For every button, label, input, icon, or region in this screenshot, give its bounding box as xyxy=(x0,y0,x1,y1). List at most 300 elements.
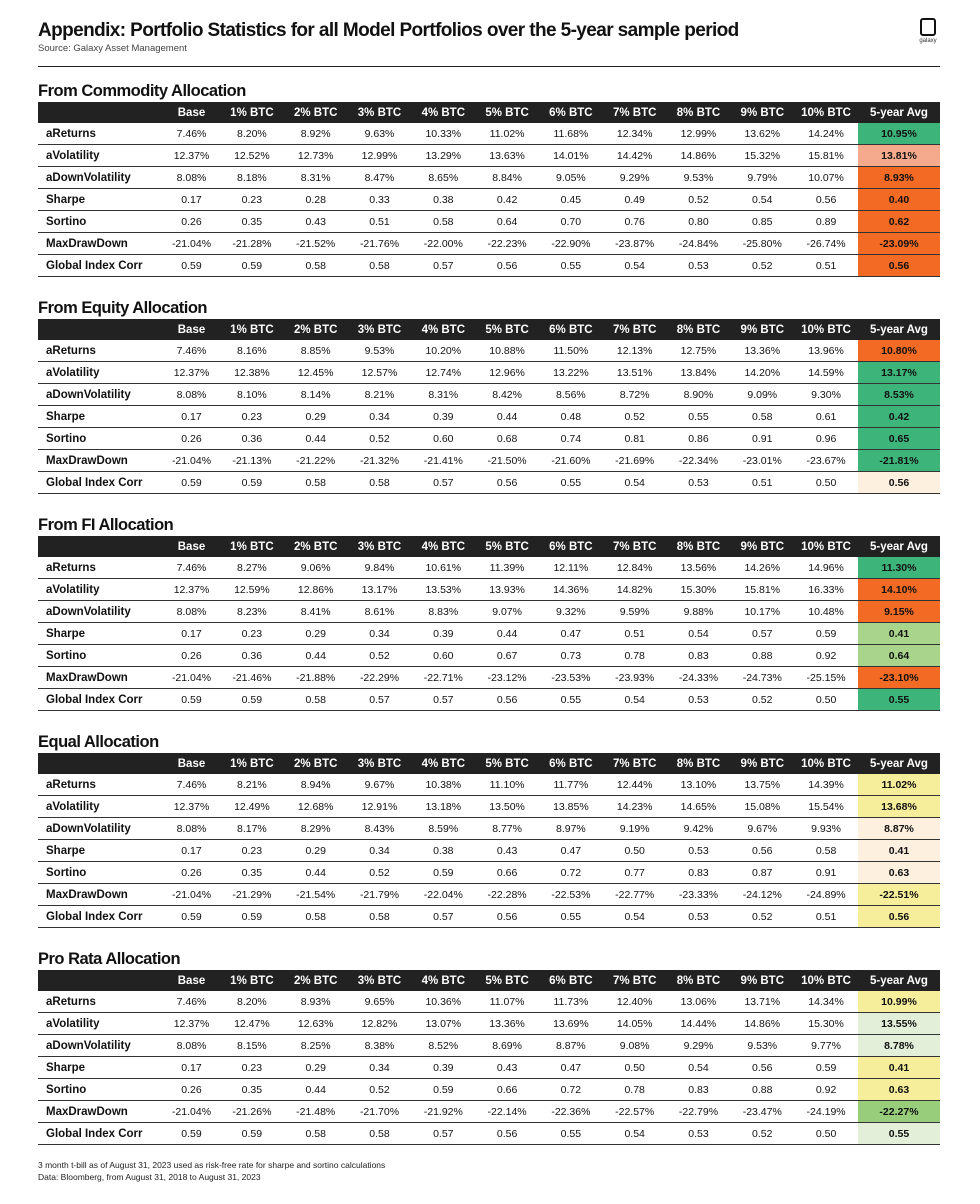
column-header: 10% BTC xyxy=(794,970,858,991)
column-header: 5% BTC xyxy=(475,536,539,557)
table-cell: 0.67 xyxy=(475,645,539,667)
table-cell: 12.49% xyxy=(220,796,284,818)
table-cell: -22.29% xyxy=(348,667,412,689)
table-cell: 0.66 xyxy=(475,862,539,884)
table-cell: -21.69% xyxy=(603,450,667,472)
column-header: 8% BTC xyxy=(667,319,731,340)
table-cell: 8.84% xyxy=(475,167,539,189)
table-cell: 0.59 xyxy=(411,862,475,884)
table-cell: 8.52% xyxy=(411,1035,475,1057)
table-row xyxy=(38,991,940,1013)
table-cell: -21.60% xyxy=(539,450,603,472)
column-header: 3% BTC xyxy=(348,970,412,991)
table-row xyxy=(38,1101,940,1123)
table-cell: 10.61% xyxy=(411,557,475,579)
table-cell: 0.83 xyxy=(667,862,731,884)
table-cell: 0.47 xyxy=(539,623,603,645)
row-label: Sortino xyxy=(38,1079,163,1101)
table-cell: 8.08% xyxy=(163,1035,220,1057)
table-row xyxy=(38,862,940,884)
table-row xyxy=(38,818,940,840)
avg-cell: 10.95% xyxy=(858,123,940,145)
table-row xyxy=(38,472,940,494)
table-cell: 0.45 xyxy=(539,189,603,211)
table-cell: 7.46% xyxy=(163,123,220,145)
avg-cell: 0.56 xyxy=(858,906,940,928)
table-cell: 0.44 xyxy=(284,645,348,667)
row-label: aReturns xyxy=(38,774,163,796)
table-cell: 0.64 xyxy=(475,211,539,233)
column-header: 8% BTC xyxy=(667,102,731,123)
column-header: 2% BTC xyxy=(284,753,348,774)
table-cell: 0.34 xyxy=(348,1057,412,1079)
footnote-data-source: Data: Bloomberg, from August 31, 2018 to August 31, 2023 xyxy=(38,1172,261,1182)
table-row xyxy=(38,255,940,277)
column-header xyxy=(38,753,163,774)
table-cell: 0.56 xyxy=(730,840,794,862)
table-cell: -23.53% xyxy=(539,667,603,689)
row-label: Sharpe xyxy=(38,623,163,645)
table-cell: 0.50 xyxy=(794,689,858,711)
column-header: 2% BTC xyxy=(284,319,348,340)
table-cell: 0.76 xyxy=(603,211,667,233)
avg-cell: 8.87% xyxy=(858,818,940,840)
table-cell: 0.34 xyxy=(348,406,412,428)
row-label: aDownVolatility xyxy=(38,601,163,623)
table-cell: 14.23% xyxy=(603,796,667,818)
table-cell: 11.39% xyxy=(475,557,539,579)
table-cell: 12.63% xyxy=(284,1013,348,1035)
table-cell: -24.89% xyxy=(794,884,858,906)
table-cell: -21.04% xyxy=(163,233,220,255)
table-cell: 14.86% xyxy=(730,1013,794,1035)
column-header: 7% BTC xyxy=(603,970,667,991)
table-cell: 0.55 xyxy=(539,689,603,711)
table-cell: 12.73% xyxy=(284,145,348,167)
table-cell: 9.53% xyxy=(667,167,731,189)
table-row xyxy=(38,384,940,406)
table-cell: 0.52 xyxy=(730,1123,794,1145)
table-cell: 0.23 xyxy=(220,623,284,645)
row-label: Sharpe xyxy=(38,1057,163,1079)
table-cell: 12.57% xyxy=(348,362,412,384)
table-cell: 0.58 xyxy=(284,906,348,928)
table-row xyxy=(38,167,940,189)
avg-cell: 9.15% xyxy=(858,601,940,623)
avg-cell: 13.55% xyxy=(858,1013,940,1035)
table-cell: 9.59% xyxy=(603,601,667,623)
table-cell: 8.92% xyxy=(284,123,348,145)
table-cell: 0.73 xyxy=(539,645,603,667)
table-cell: 9.53% xyxy=(730,1035,794,1057)
table-cell: 13.10% xyxy=(667,774,731,796)
stats-table xyxy=(38,970,940,1145)
column-header: 1% BTC xyxy=(220,753,284,774)
row-label: Sortino xyxy=(38,211,163,233)
table-cell: 0.66 xyxy=(475,1079,539,1101)
table-cell: 7.46% xyxy=(163,991,220,1013)
table-row xyxy=(38,1013,940,1035)
row-label: Sortino xyxy=(38,862,163,884)
table-cell: 14.39% xyxy=(794,774,858,796)
table-cell: 0.33 xyxy=(348,189,412,211)
column-header: 7% BTC xyxy=(603,753,667,774)
column-header: 5-year Avg xyxy=(858,753,940,774)
table-cell: 0.43 xyxy=(475,840,539,862)
table-cell: 0.70 xyxy=(539,211,603,233)
column-header: 5% BTC xyxy=(475,102,539,123)
table-cell: 8.38% xyxy=(348,1035,412,1057)
table-cell: 0.72 xyxy=(539,862,603,884)
table-cell: 0.58 xyxy=(284,472,348,494)
table-cell: -22.23% xyxy=(475,233,539,255)
table-cell: 0.59 xyxy=(163,906,220,928)
table-cell: 0.29 xyxy=(284,840,348,862)
table-cell: 0.54 xyxy=(603,255,667,277)
column-header: 9% BTC xyxy=(730,536,794,557)
table-cell: 14.34% xyxy=(794,991,858,1013)
column-header: 8% BTC xyxy=(667,536,731,557)
table-cell: 8.08% xyxy=(163,601,220,623)
table-cell: 0.56 xyxy=(475,689,539,711)
table-cell: 14.26% xyxy=(730,557,794,579)
column-header: 5% BTC xyxy=(475,319,539,340)
table-cell: 0.26 xyxy=(163,645,220,667)
table-cell: 0.59 xyxy=(794,1057,858,1079)
avg-cell: 0.40 xyxy=(858,189,940,211)
table-row xyxy=(38,428,940,450)
table-cell: 0.34 xyxy=(348,623,412,645)
table-cell: 0.57 xyxy=(411,472,475,494)
row-label: Sortino xyxy=(38,645,163,667)
table-cell: 0.59 xyxy=(220,472,284,494)
table-row xyxy=(38,340,940,362)
table-cell: 10.48% xyxy=(794,601,858,623)
row-label: Sharpe xyxy=(38,406,163,428)
section-from-commodity-allocation xyxy=(38,80,940,277)
table-cell: 0.91 xyxy=(794,862,858,884)
table-cell: 0.92 xyxy=(794,1079,858,1101)
table-cell: 13.36% xyxy=(475,1013,539,1035)
table-cell: -21.54% xyxy=(284,884,348,906)
row-label: aVolatility xyxy=(38,796,163,818)
footnotes xyxy=(38,1159,385,1183)
table-cell: -23.67% xyxy=(794,450,858,472)
table-cell: 12.91% xyxy=(348,796,412,818)
column-header: 4% BTC xyxy=(411,319,475,340)
table-row xyxy=(38,189,940,211)
avg-cell: 13.17% xyxy=(858,362,940,384)
table-cell: 8.93% xyxy=(284,991,348,1013)
table-cell: 0.54 xyxy=(730,189,794,211)
table-cell: 0.50 xyxy=(603,840,667,862)
table-row xyxy=(38,884,940,906)
column-header xyxy=(38,970,163,991)
table-cell: 0.56 xyxy=(475,1123,539,1145)
column-header: Base xyxy=(163,970,220,991)
table-cell: 14.82% xyxy=(603,579,667,601)
row-label: aVolatility xyxy=(38,145,163,167)
table-cell: 9.63% xyxy=(348,123,412,145)
avg-cell: 8.53% xyxy=(858,384,940,406)
avg-cell: -23.09% xyxy=(858,233,940,255)
table-cell: 0.53 xyxy=(667,906,731,928)
table-cell: 10.36% xyxy=(411,991,475,1013)
table-cell: 0.52 xyxy=(348,862,412,884)
stats-table xyxy=(38,319,940,494)
table-cell: 8.97% xyxy=(539,818,603,840)
table-cell: 9.93% xyxy=(794,818,858,840)
row-label: Sharpe xyxy=(38,189,163,211)
row-label: Global Index Corr xyxy=(38,906,163,928)
table-cell: -23.01% xyxy=(730,450,794,472)
table-cell: 0.28 xyxy=(284,189,348,211)
column-header xyxy=(38,536,163,557)
table-cell: 0.26 xyxy=(163,428,220,450)
table-cell: 10.07% xyxy=(794,167,858,189)
row-label: aReturns xyxy=(38,123,163,145)
table-cell: 0.26 xyxy=(163,862,220,884)
table-cell: -22.00% xyxy=(411,233,475,255)
column-header: Base xyxy=(163,319,220,340)
avg-cell: -23.10% xyxy=(858,667,940,689)
row-label: aDownVolatility xyxy=(38,818,163,840)
table-cell: 8.90% xyxy=(667,384,731,406)
table-cell: 0.80 xyxy=(667,211,731,233)
table-cell: 0.72 xyxy=(539,1079,603,1101)
table-cell: 8.56% xyxy=(539,384,603,406)
table-cell: 8.61% xyxy=(348,601,412,623)
table-cell: 8.23% xyxy=(220,601,284,623)
table-cell: 12.37% xyxy=(163,1013,220,1035)
table-cell: 0.52 xyxy=(603,406,667,428)
table-cell: 0.23 xyxy=(220,406,284,428)
table-cell: 0.23 xyxy=(220,189,284,211)
table-cell: 0.52 xyxy=(730,255,794,277)
row-label: Global Index Corr xyxy=(38,255,163,277)
section-from-equity-allocation xyxy=(38,297,940,494)
table-cell: 9.08% xyxy=(603,1035,667,1057)
galaxy-logo xyxy=(915,18,941,44)
table-cell: 0.57 xyxy=(411,255,475,277)
column-header: 5-year Avg xyxy=(858,536,940,557)
avg-cell: 10.80% xyxy=(858,340,940,362)
row-label: aReturns xyxy=(38,340,163,362)
table-cell: 0.53 xyxy=(667,472,731,494)
column-header: 8% BTC xyxy=(667,970,731,991)
table-cell: -21.46% xyxy=(220,667,284,689)
table-cell: 12.37% xyxy=(163,579,220,601)
table-cell: 0.88 xyxy=(730,1079,794,1101)
table-row xyxy=(38,145,940,167)
table-cell: 13.96% xyxy=(794,340,858,362)
page-title: Appendix: Portfolio Statistics for all Model Portfolios over the 5-year sample period xyxy=(38,20,739,41)
table-header-row xyxy=(38,753,940,774)
column-header: 8% BTC xyxy=(667,753,731,774)
column-header: 10% BTC xyxy=(794,753,858,774)
table-cell: 9.88% xyxy=(667,601,731,623)
table-row xyxy=(38,623,940,645)
row-label: MaxDrawDown xyxy=(38,667,163,689)
table-row xyxy=(38,123,940,145)
table-cell: 0.87 xyxy=(730,862,794,884)
table-cell: 13.93% xyxy=(475,579,539,601)
column-header: Base xyxy=(163,102,220,123)
table-cell: 8.31% xyxy=(284,167,348,189)
table-cell: 8.21% xyxy=(348,384,412,406)
table-cell: 9.67% xyxy=(348,774,412,796)
table-cell: 0.54 xyxy=(603,1123,667,1145)
table-cell: 14.44% xyxy=(667,1013,731,1035)
column-header: 3% BTC xyxy=(348,753,412,774)
section-title: Equal Allocation xyxy=(38,733,159,751)
table-cell: -24.33% xyxy=(667,667,731,689)
table-cell: 0.58 xyxy=(411,211,475,233)
table-cell: 15.81% xyxy=(794,145,858,167)
table-cell: 9.29% xyxy=(667,1035,731,1057)
table-cell: 0.92 xyxy=(794,645,858,667)
table-cell: 13.62% xyxy=(730,123,794,145)
table-cell: 13.17% xyxy=(348,579,412,601)
table-cell: -21.52% xyxy=(284,233,348,255)
table-cell: 14.36% xyxy=(539,579,603,601)
table-cell: 0.54 xyxy=(603,906,667,928)
avg-cell: 0.55 xyxy=(858,689,940,711)
row-label: aReturns xyxy=(38,991,163,1013)
avg-cell: 0.41 xyxy=(858,840,940,862)
table-cell: 0.43 xyxy=(475,1057,539,1079)
table-cell: 0.58 xyxy=(348,906,412,928)
table-cell: 13.22% xyxy=(539,362,603,384)
avg-cell: 0.41 xyxy=(858,623,940,645)
table-cell: -23.87% xyxy=(603,233,667,255)
table-row xyxy=(38,667,940,689)
table-cell: 0.17 xyxy=(163,406,220,428)
table-cell: 12.13% xyxy=(603,340,667,362)
table-cell: 7.46% xyxy=(163,557,220,579)
table-cell: 0.57 xyxy=(411,1123,475,1145)
column-header: 7% BTC xyxy=(603,102,667,123)
column-header: 6% BTC xyxy=(539,970,603,991)
table-cell: 9.65% xyxy=(348,991,412,1013)
column-header: 6% BTC xyxy=(539,102,603,123)
avg-cell: 14.10% xyxy=(858,579,940,601)
galaxy-logo-icon xyxy=(920,18,936,36)
table-cell: -22.28% xyxy=(475,884,539,906)
table-cell: 11.07% xyxy=(475,991,539,1013)
avg-cell: -22.51% xyxy=(858,884,940,906)
table-cell: 12.45% xyxy=(284,362,348,384)
table-cell: 8.83% xyxy=(411,601,475,623)
table-cell: -22.14% xyxy=(475,1101,539,1123)
table-cell: 0.47 xyxy=(539,1057,603,1079)
table-cell: 0.51 xyxy=(348,211,412,233)
table-cell: 0.38 xyxy=(411,840,475,862)
table-cell: 9.79% xyxy=(730,167,794,189)
column-header: 3% BTC xyxy=(348,102,412,123)
table-cell: 0.29 xyxy=(284,406,348,428)
table-cell: 0.52 xyxy=(348,645,412,667)
column-header: 5% BTC xyxy=(475,753,539,774)
column-header: 3% BTC xyxy=(348,319,412,340)
table-cell: 8.16% xyxy=(220,340,284,362)
table-cell: 0.26 xyxy=(163,1079,220,1101)
table-header-row xyxy=(38,102,940,123)
section-equal-allocation xyxy=(38,731,940,928)
avg-cell: 0.63 xyxy=(858,1079,940,1101)
table-cell: 0.59 xyxy=(794,623,858,645)
table-cell: 0.53 xyxy=(667,689,731,711)
avg-cell: 13.68% xyxy=(858,796,940,818)
table-cell: 0.29 xyxy=(284,623,348,645)
avg-cell: 0.55 xyxy=(858,1123,940,1145)
avg-cell: 0.56 xyxy=(858,472,940,494)
table-cell: 0.54 xyxy=(667,623,731,645)
table-cell: 14.59% xyxy=(794,362,858,384)
table-cell: 8.31% xyxy=(411,384,475,406)
table-cell: -21.29% xyxy=(220,884,284,906)
column-header: 2% BTC xyxy=(284,102,348,123)
table-cell: 8.29% xyxy=(284,818,348,840)
table-cell: 15.81% xyxy=(730,579,794,601)
table-cell: -22.77% xyxy=(603,884,667,906)
table-cell: 8.08% xyxy=(163,167,220,189)
table-cell: 14.65% xyxy=(667,796,731,818)
table-cell: 0.59 xyxy=(163,255,220,277)
table-cell: 0.56 xyxy=(475,472,539,494)
table-cell: 8.08% xyxy=(163,384,220,406)
table-cell: -23.47% xyxy=(730,1101,794,1123)
table-cell: 13.07% xyxy=(411,1013,475,1035)
table-header-row xyxy=(38,970,940,991)
table-cell: 8.77% xyxy=(475,818,539,840)
table-cell: 12.52% xyxy=(220,145,284,167)
table-cell: -21.22% xyxy=(284,450,348,472)
table-cell: 0.54 xyxy=(603,689,667,711)
table-cell: 0.29 xyxy=(284,1057,348,1079)
table-cell: 12.86% xyxy=(284,579,348,601)
table-cell: -21.70% xyxy=(348,1101,412,1123)
table-cell: 8.94% xyxy=(284,774,348,796)
section-from-fi-allocation xyxy=(38,514,940,711)
column-header: 4% BTC xyxy=(411,753,475,774)
column-header: 6% BTC xyxy=(539,753,603,774)
table-cell: 7.46% xyxy=(163,774,220,796)
table-cell: 8.87% xyxy=(539,1035,603,1057)
column-header: Base xyxy=(163,536,220,557)
table-cell: 7.46% xyxy=(163,340,220,362)
table-row xyxy=(38,450,940,472)
table-cell: 0.17 xyxy=(163,1057,220,1079)
table-cell: 0.74 xyxy=(539,428,603,450)
column-header: 9% BTC xyxy=(730,102,794,123)
row-label: Global Index Corr xyxy=(38,472,163,494)
stats-table xyxy=(38,753,940,928)
table-cell: -21.04% xyxy=(163,884,220,906)
row-label: Global Index Corr xyxy=(38,1123,163,1145)
avg-cell: -22.27% xyxy=(858,1101,940,1123)
table-cell: -22.53% xyxy=(539,884,603,906)
table-cell: -21.04% xyxy=(163,450,220,472)
column-header: 1% BTC xyxy=(220,970,284,991)
table-cell: 0.59 xyxy=(220,906,284,928)
table-cell: 0.44 xyxy=(284,1079,348,1101)
avg-cell: 0.64 xyxy=(858,645,940,667)
table-cell: 9.77% xyxy=(794,1035,858,1057)
table-cell: 15.08% xyxy=(730,796,794,818)
table-cell: -21.04% xyxy=(163,1101,220,1123)
row-label: aVolatility xyxy=(38,1013,163,1035)
